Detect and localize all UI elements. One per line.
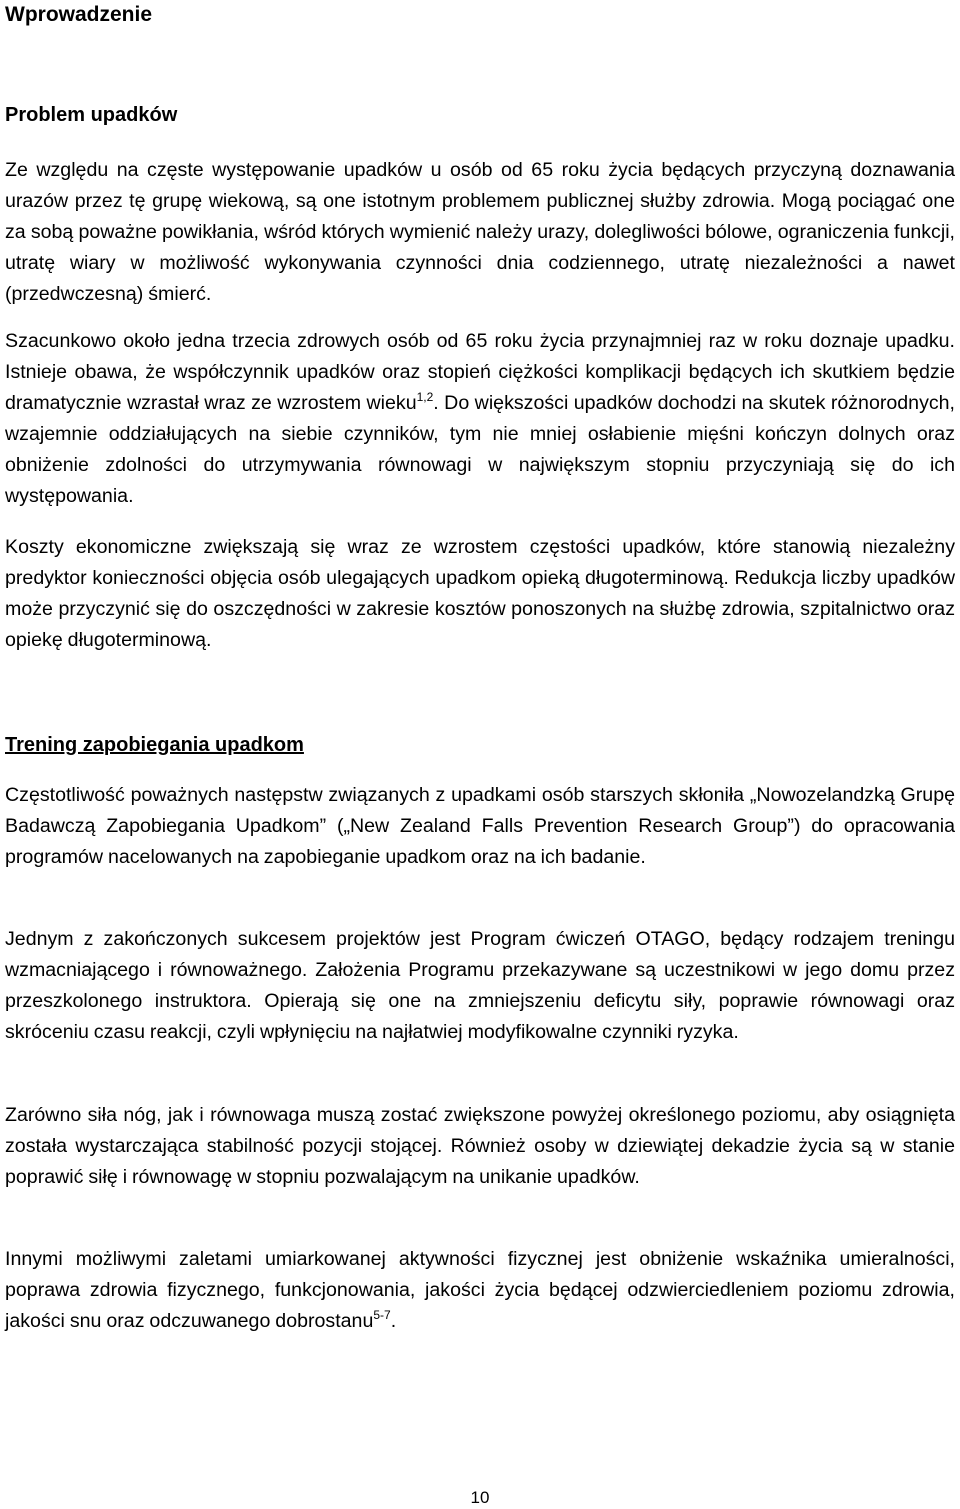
paragraph-falls-consequences: Ze względu na częste występowanie upadków u osób od 65 roku życia będących przyczyną doznawania urazów przez tę grupę wiekową, są one istotnym problemem publicznej służby zdrowia. Mogą pociągać one za sobą poważne powikłania, wśród których wymienić należy urazy, dolegliwości bólowe, ograniczenia funkcji, utratę wiary w możliwość wykonywania czynności dnia codziennego, utratę niezależności a nawet (przedwczesną) śmierć. xyxy=(5,159,955,305)
paragraph-text: . Do większości upadków dochodzi na skutek różnorodnych, wzajemnie oddziałujących na siebie czynników, tym nie mniej osłabienie mięśni kończyn dolnych oraz obniżenie zdolności do utrzymywania równowagi w największym stopniu przyczyniają się do ich występowania. xyxy=(5,392,955,507)
section-heading-fall-prevention-training: Trening zapobiegania upadkom xyxy=(5,734,304,756)
paragraph-falls-statistics xyxy=(5,326,955,512)
paragraph-economic-costs: Koszty ekonomiczne zwiększają się wraz ze wzrostem częstości upadków, które stanowią niezależny predyktor konieczności objęcia osób ulegających upadkom opieką długoterminową. Redukcja liczby upadków może przyczynić się do oszczędności w zakresie kosztów ponoszonych na służbę zdrowia, szpitalnictwo oraz opiekę długoterminową. xyxy=(5,536,955,651)
paragraph-text: Szacunkowo około jedna trzecia zdrowych osób od 65 roku życia przynajmniej raz w roku doznaje upadku. Istnieje obawa, że współczynnik upadków oraz stopień ciężkości komplikacji będących ich skutkiem będzie dramatycznie wzrastał wraz ze wzrostem wieku xyxy=(5,330,955,414)
paragraph-research-group: Częstotliwość poważnych następstw związanych z upadkami osób starszych skłoniła „Nowozelandzką Grupę Badawczą Zapobiegania Upadkom” („New Zealand Falls Prevention Research Group”) do opracowania programów nacelowanych na zapobieganie upadkom oraz na ich badanie. xyxy=(5,784,955,868)
document-title: Wprowadzenie xyxy=(5,3,153,26)
citation-reference: 5-7 xyxy=(373,1308,391,1322)
page-number: 10 xyxy=(470,1488,490,1507)
paragraph-otago-program: Jednym z zakończonych sukcesem projektów jest Program ćwiczeń OTAGO, będący rodzajem treningu wzmacniającego i równoważnego. Założenia Programu przekazywane są uczestnikowi w jego domu przez przeszkolonego instruktora. Opierają się one na zmniejszeniu deficytu siły, poprawie równowagi oraz skróceniu czasu reakcji, czyli wpłynięciu na najłatwiej modyfikowalne czynniki ryzyka. xyxy=(5,928,955,1043)
section-heading-falls-problem: Problem upadków xyxy=(5,104,178,126)
paragraph-activity-benefits xyxy=(5,1244,955,1337)
paragraph-text: Innymi możliwymi zaletami umiarkowanej aktywności fizycznej jest obniżenie wskaźnika umieralności, poprawa zdrowia fizycznego, funkcjonowania, jakości życia będącej odzwierciedleniem poziomu zdrowia, jakości snu oraz odczuwanego dobrostanu xyxy=(5,1248,955,1332)
citation-reference: 1,2 xyxy=(416,390,434,404)
paragraph-text: . xyxy=(390,1310,397,1332)
paragraph-strength-balance: Zarówno siła nóg, jak i równowaga muszą zostać zwiększone powyżej określonego poziomu, aby osiągnięta została wystarczająca stabilność pozycji stojącej. Również osoby w dziewiątej dekadzie życia są w stanie poprawić siłę i równowagę w stopniu pozwalającym na unikanie upadków. xyxy=(5,1104,955,1188)
